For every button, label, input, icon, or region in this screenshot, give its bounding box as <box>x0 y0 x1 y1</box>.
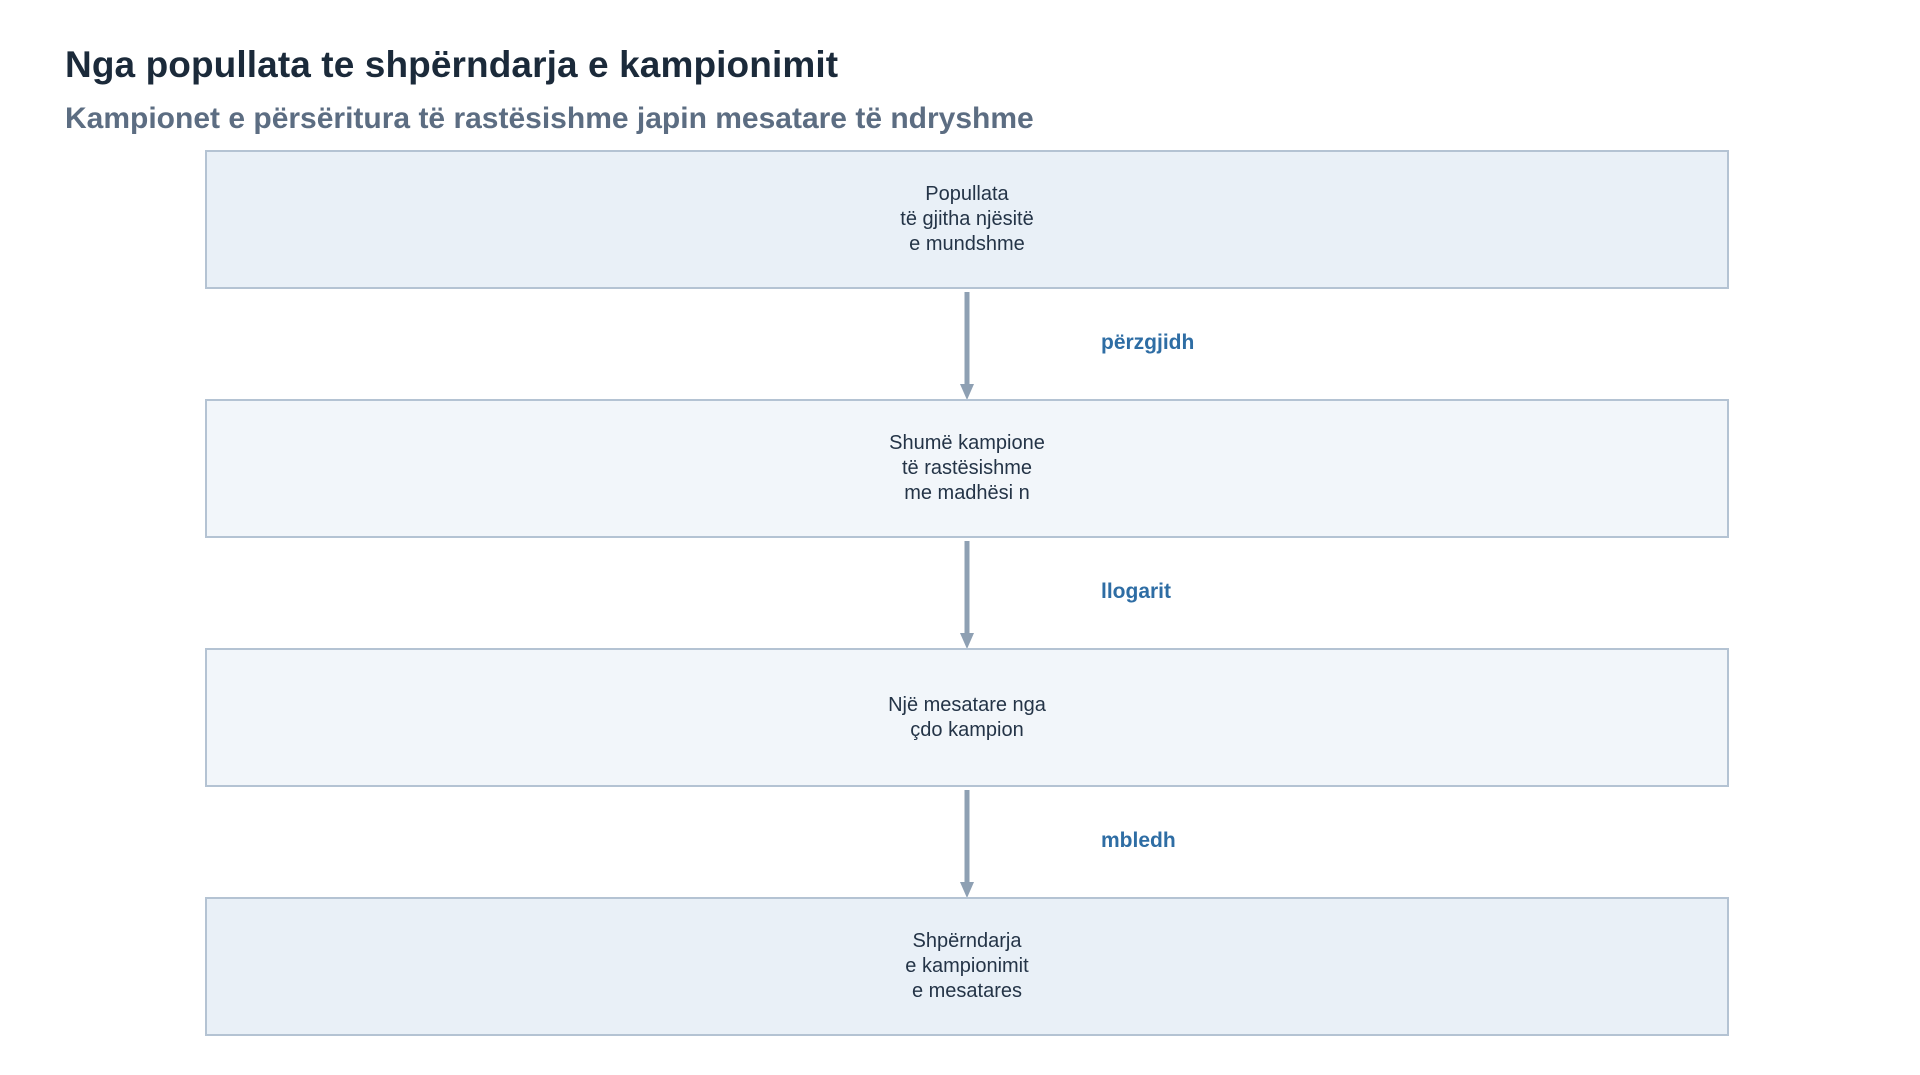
arrow-down-icon <box>960 292 974 400</box>
flow-box-sample-means-text: Një mesatare nga çdo kampion <box>888 693 1046 741</box>
flow-box-population <box>205 150 1729 289</box>
step-label-select: përzgjidh <box>1101 331 1195 354</box>
flow-box-sampling-distribution <box>205 897 1729 1036</box>
flow-box-population-text: Popullata të gjitha njësitë e mundshme <box>900 183 1034 255</box>
step-label-compute: llogarit <box>1101 580 1172 603</box>
flow-box-sampling-distribution-text: Shpërndarja e kampionimit e mesatares <box>905 930 1029 1002</box>
arrow-down-icon <box>960 790 974 898</box>
flow-arrow-2 <box>960 541 974 649</box>
diagram-title: Nga popullata te shpërndarja e kampionimit <box>65 44 839 85</box>
step-label-collect: mbledh <box>1101 829 1176 852</box>
arrow-down-icon <box>960 541 974 649</box>
flow-box-samples-text: Shumë kampione të rastësishme me madhësi n <box>889 432 1045 504</box>
flow-box-samples <box>205 399 1729 538</box>
flow-arrow-1 <box>960 292 974 400</box>
flow-box-sample-means <box>205 648 1729 787</box>
diagram-subtitle: Kampionet e përsëritura të rastësishme japin mesatare të ndryshme <box>65 102 1034 135</box>
flow-arrow-3 <box>960 790 974 898</box>
